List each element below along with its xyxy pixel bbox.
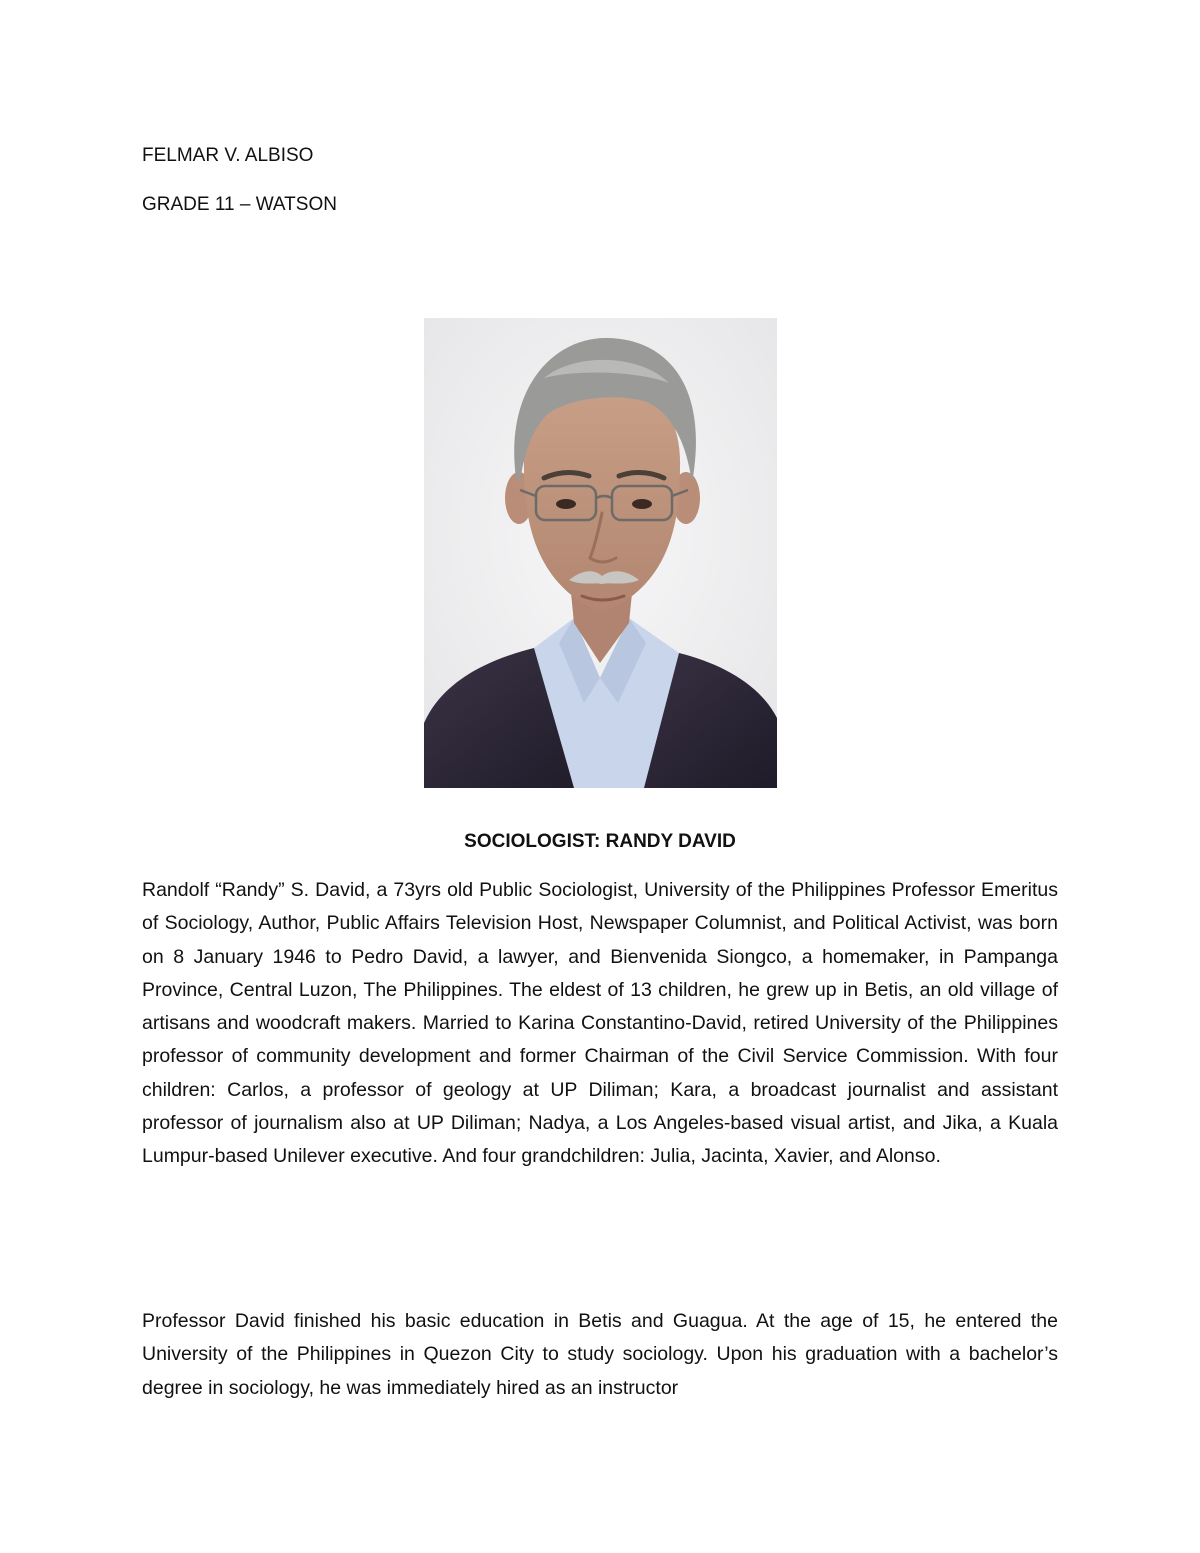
- author-grade: GRADE 11 – WATSON: [142, 194, 337, 215]
- page-title: SOCIOLOGIST: RANDY DAVID: [464, 831, 736, 852]
- left-eye: [556, 499, 576, 509]
- portrait-illustration: [424, 318, 777, 788]
- author-name: FELMAR V. ALBISO: [142, 145, 314, 166]
- paragraph-biography: Randolf “Randy” S. David, a 73yrs old Public Sociologist, University of the Philippines Professor Emeritus of Sociology, Author, Public Affairs Television Host, Newspaper Columnist, and Political Activist, was born on 8 January 1946 to Pedro David, a lawyer, and Bienvenida Siongco, a homemaker, in Pampanga Province, Central Luzon, The Philippines. The eldest of 13 children, he grew up in Betis, an old village of artisans and woodcraft makers. Married to Karina Constantino-David, retired University of the Philippines professor of community development and former Chairman of the Civil Service Commission. With four children: Carlos, a professor of geology at UP Diliman; Kara, a broadcast journalist and assistant professor of journalism also at UP Diliman; Nadya, a Los Angeles-based visual artist, and Jika, a Kuala Lumpur-based Unilever executive. And four grandchildren: Julia, Jacinta, Xavier, and Alonso.: [142, 879, 1058, 1168]
- portrait-photo: [424, 318, 777, 788]
- right-eye: [632, 499, 652, 509]
- paragraph-education: Professor David finished his basic education in Betis and Guagua. At the age of 15, he entered the University of the Philippines in Quezon City to study sociology. Upon his graduation with a bachelor’s degree in sociology, he was immediately hired as an instructor: [142, 1310, 1058, 1399]
